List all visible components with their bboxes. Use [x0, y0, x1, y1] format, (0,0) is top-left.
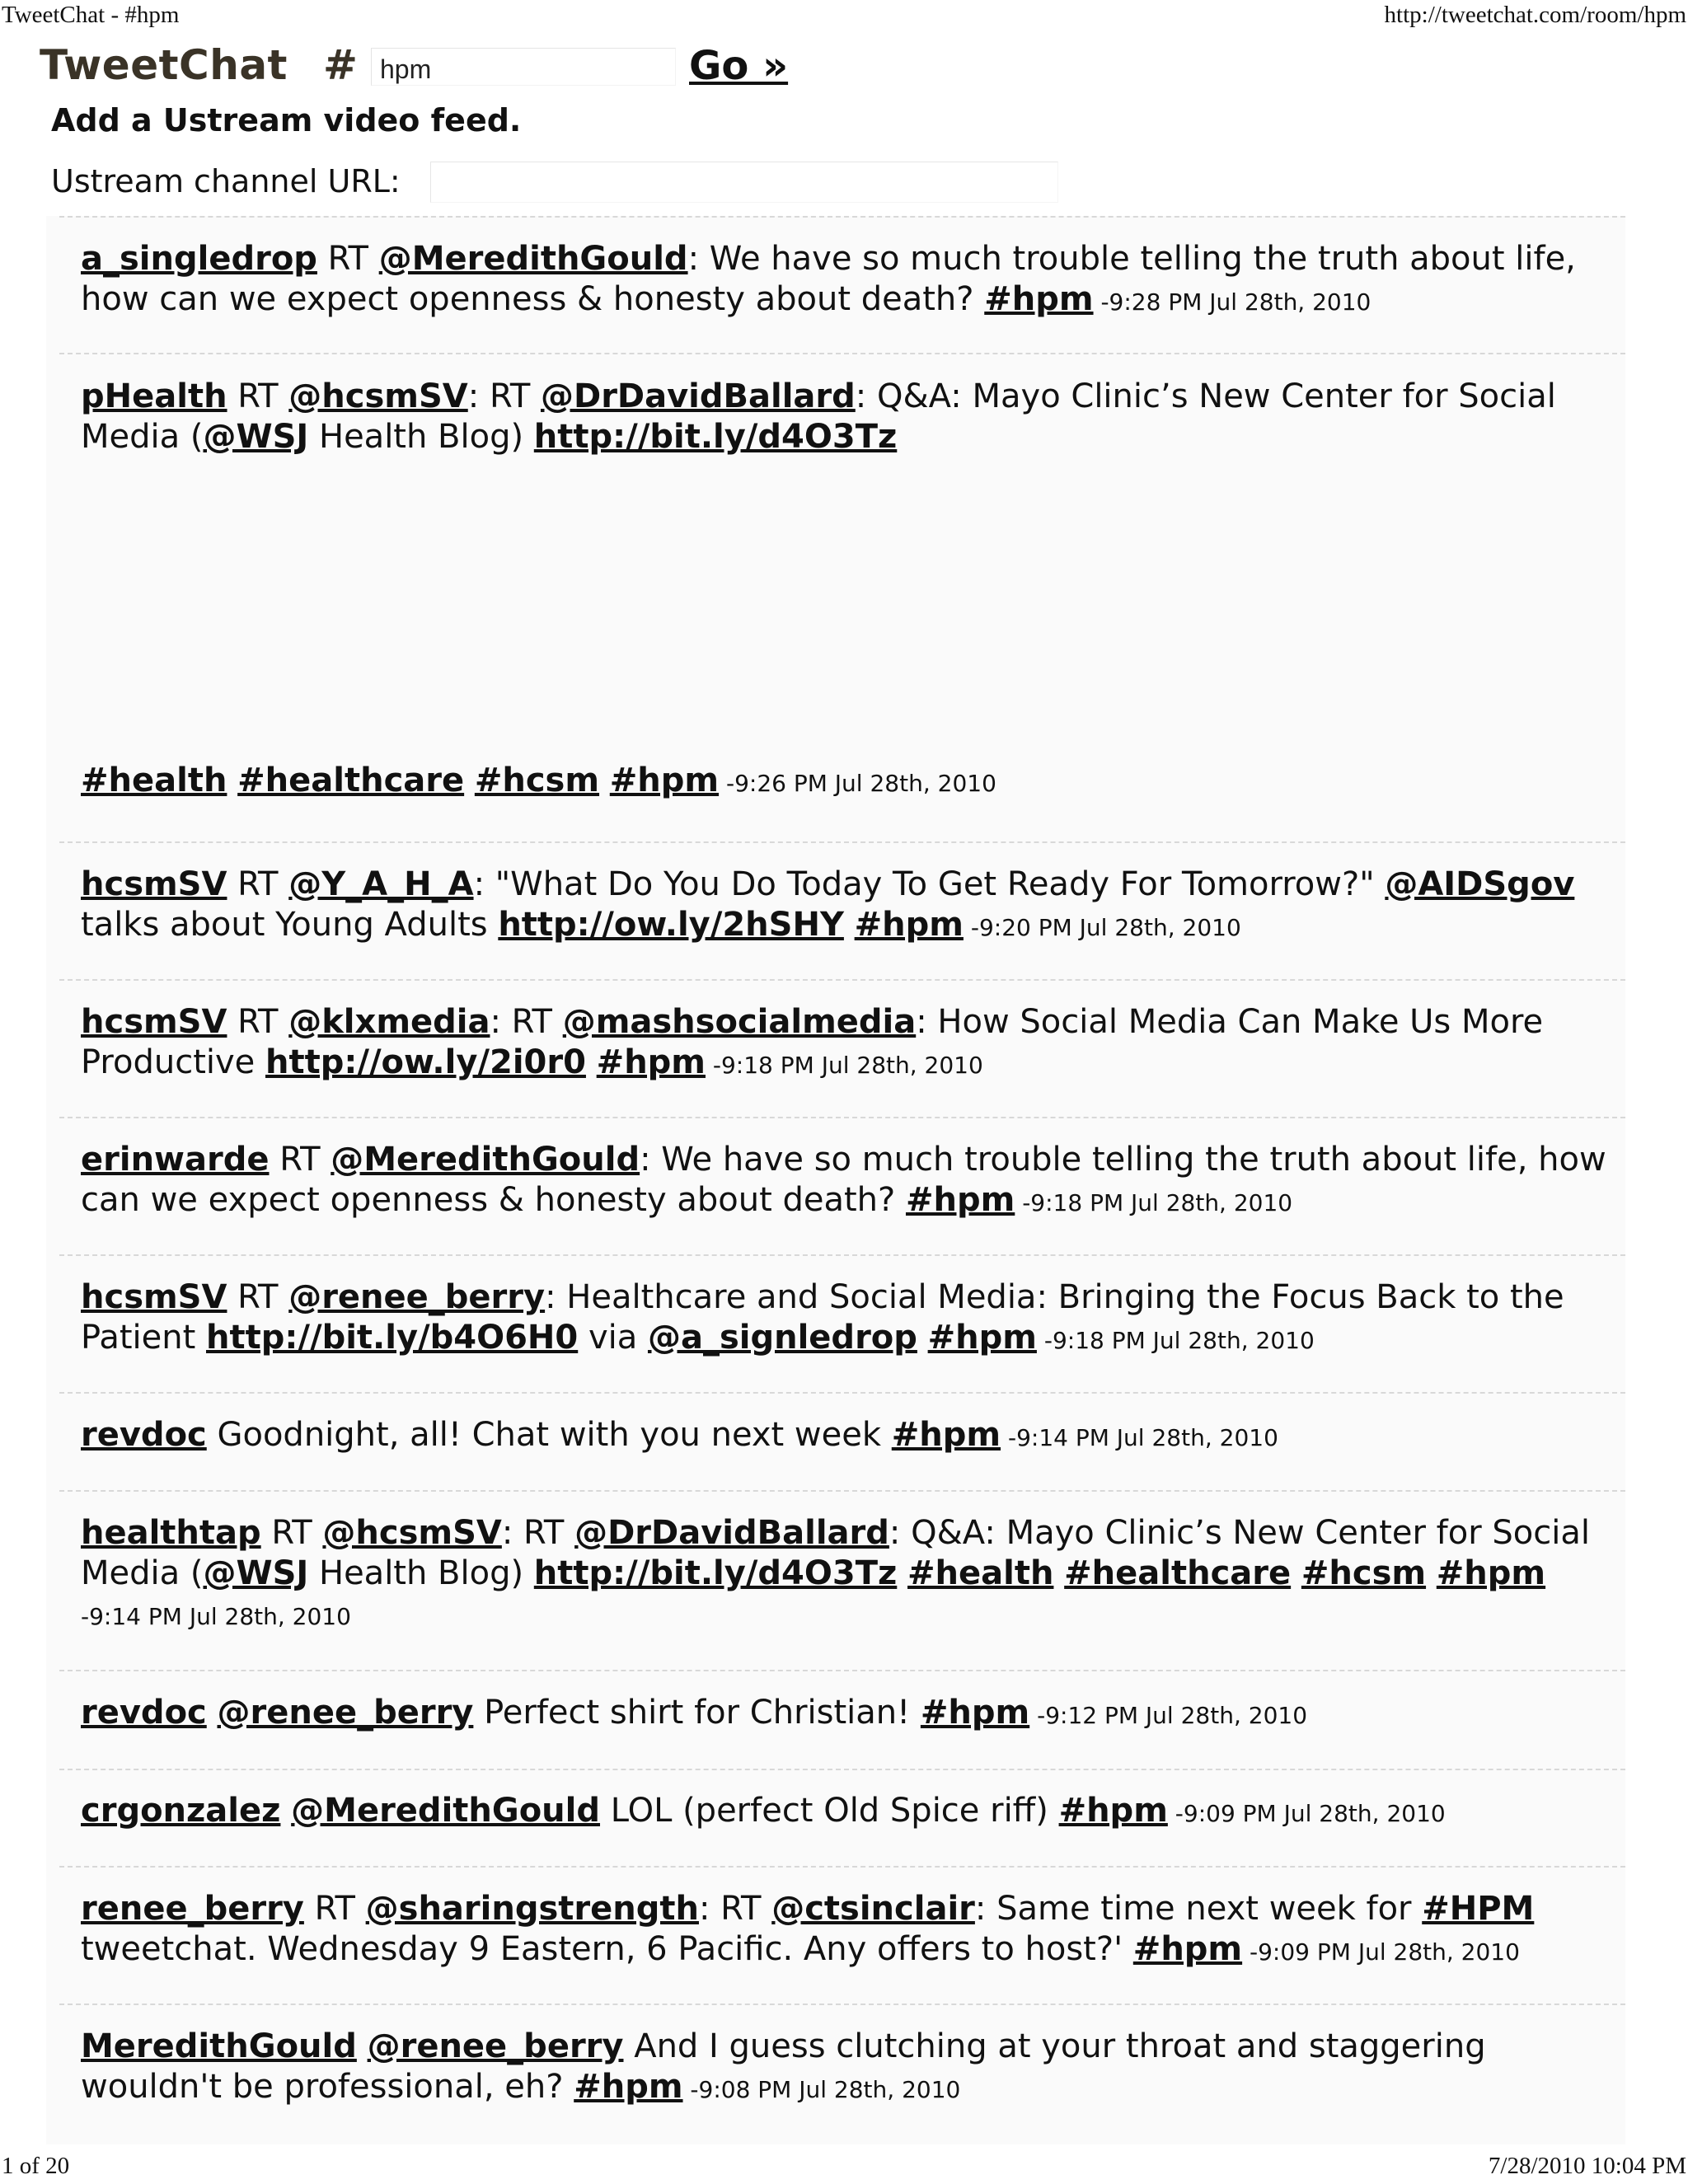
tweet-text: : Q&A: Mayo Clinic’s New Center for Social Media ( — [81, 377, 1556, 456]
tweet-timestamp: -9:18 PM Jul 28th, 2010 — [705, 1052, 983, 1079]
tweet-item — [81, 1693, 1614, 1736]
tweet-timestamp: -9:14 PM Jul 28th, 2010 — [81, 1603, 351, 1630]
brand-logo[interactable]: TweetChat — [40, 41, 288, 89]
tweet-timestamp: -9:18 PM Jul 28th, 2010 — [1015, 1189, 1293, 1216]
tweet-username-link[interactable]: erinwarde — [81, 1141, 270, 1179]
tweet-text — [917, 1319, 928, 1357]
tweet-text: talks about Young Adults — [81, 906, 499, 944]
hashtag-link[interactable]: #hpm — [609, 762, 720, 799]
print-page-number: 1 of 20 — [2, 2153, 70, 2179]
tweet-timestamp: -9:09 PM Jul 28th, 2010 — [1167, 1800, 1446, 1827]
mention-link[interactable]: @a_signledrop — [647, 1319, 917, 1357]
mention-link[interactable]: @sharingstrength — [365, 1890, 699, 1928]
hash-symbol: # — [323, 41, 358, 89]
tweet-text: Goodnight, all! Chat with you next week — [206, 1416, 892, 1454]
hashtag-link[interactable]: #hpm — [984, 280, 1094, 318]
print-timestamp: 7/28/2010 10:04 PM — [1488, 2153, 1686, 2179]
tweet-timestamp: -9:18 PM Jul 28th, 2010 — [1036, 1327, 1315, 1354]
hashtag-link[interactable]: #hpm — [574, 2068, 683, 2106]
tweet-text: : We have so much trouble telling the truth about life, how can we expect openness & honesty about death? — [81, 240, 1576, 318]
hashtag-link[interactable]: #hpm — [1058, 1792, 1168, 1830]
tweet-username-link[interactable]: revdoc — [81, 1694, 207, 1732]
divider — [59, 1490, 1625, 1492]
tweet-item — [81, 1002, 1614, 1085]
tweet-item — [81, 865, 1614, 948]
mention-link[interactable]: @Y_A_H_A — [288, 865, 474, 903]
url-link[interactable]: http://bit.ly/d4O3Tz — [533, 1554, 898, 1592]
tweet-text: tweetchat. Wednesday 9 Eastern, 6 Pacific. Any offers to host?' — [81, 1930, 1133, 1968]
mention-link[interactable]: @AIDSgov — [1385, 865, 1575, 903]
mention-link[interactable]: @MeredithGould — [331, 1141, 640, 1179]
room-input[interactable] — [371, 48, 676, 86]
tweet-timestamp: -9:09 PM Jul 28th, 2010 — [1242, 1938, 1520, 1966]
tweet-text: RT — [316, 240, 379, 278]
tweet-item — [81, 1791, 1614, 1834]
hashtag-link[interactable]: #healthcare — [1064, 1554, 1292, 1592]
tweet-username-link[interactable]: hcsmSV — [81, 865, 227, 903]
tweet-username-link[interactable]: healthtap — [81, 1514, 261, 1552]
print-page-url: http://tweetchat.com/room/hpm — [1384, 2, 1686, 28]
tweet-text — [599, 762, 610, 799]
tweet-timestamp: -9:12 PM Jul 28th, 2010 — [1029, 1702, 1308, 1729]
tweet-text: RT — [227, 1278, 289, 1316]
tweet-text — [357, 2027, 368, 2065]
tweet-item — [81, 1415, 1614, 1458]
tweet-text: LOL (perfect Old Spice riff) — [600, 1792, 1059, 1830]
tweet-item — [81, 1513, 1614, 1637]
tweet-text: : "What Do You Do Today To Get Ready For Tomorrow?" — [473, 865, 1386, 903]
tweet-text — [1291, 1554, 1301, 1592]
tweet-text: RT — [269, 1141, 331, 1179]
hashtag-link[interactable]: #hpm — [891, 1416, 1001, 1454]
tweet-text: : RT — [698, 1890, 772, 1928]
tweet-item — [81, 377, 1614, 457]
tweet-username-link[interactable]: hcsmSV — [81, 1003, 227, 1041]
tweet-item — [81, 239, 1614, 322]
tweet-text: And I guess clutching at your throat and staggering wouldn't be professional, eh? — [81, 2027, 1486, 2106]
hashtag-link[interactable]: #hcsm — [474, 762, 600, 799]
hashtag-link[interactable]: #hpm — [854, 906, 964, 944]
divider — [59, 1254, 1625, 1256]
tweet-username-link[interactable]: hcsmSV — [81, 1278, 227, 1316]
mention-link[interactable]: @MeredithGould — [291, 1792, 601, 1830]
tweet-timestamp: -9:20 PM Jul 28th, 2010 — [963, 914, 1241, 941]
tweet-text — [280, 1792, 291, 1830]
mention-link[interactable]: @DrDavidBallard — [574, 1514, 889, 1552]
tweet-item — [81, 2027, 1614, 2110]
tweet-text — [227, 762, 237, 799]
tweet-text: Health Blog) — [308, 1554, 534, 1592]
tweet-timestamp: -9:26 PM Jul 28th, 2010 — [719, 770, 996, 797]
tweet-text — [207, 1694, 218, 1732]
tweet-text — [586, 1043, 597, 1081]
tweet-continuation — [81, 761, 1614, 804]
hashtag-link[interactable]: #health — [907, 1554, 1054, 1592]
tweet-text — [1426, 1554, 1437, 1592]
divider — [59, 1769, 1625, 1770]
tweet-text: RT — [227, 865, 289, 903]
divider — [59, 979, 1625, 981]
mention-link[interactable]: @ctsinclair — [771, 1890, 975, 1928]
divider — [59, 1117, 1625, 1118]
tweet-item — [81, 1277, 1614, 1361]
mention-link[interactable]: @hcsmSV — [288, 377, 468, 415]
divider — [59, 353, 1625, 354]
mention-link[interactable]: @WSJ — [203, 418, 309, 456]
go-button[interactable]: Go » — [689, 43, 789, 89]
tweet-text: via — [578, 1319, 648, 1357]
tweet-text: : We have so much trouble telling the truth about life, how can we expect openness & honesty about death? — [81, 1141, 1606, 1219]
tweet-text — [1053, 1554, 1064, 1592]
tweet-text: : RT — [490, 1003, 563, 1041]
divider — [59, 841, 1625, 843]
mention-link[interactable]: @renee_berry — [288, 1278, 546, 1316]
tweet-text: Perfect shirt for Christian! — [473, 1694, 921, 1732]
mention-link[interactable]: @DrDavidBallard — [540, 377, 856, 415]
mention-link[interactable]: @renee_berry — [367, 2027, 624, 2065]
tweet-timestamp: -9:08 PM Jul 28th, 2010 — [682, 2076, 961, 2103]
tweet-item — [81, 1140, 1614, 1223]
url-link[interactable]: http://bit.ly/d4O3Tz — [533, 418, 898, 456]
tweet-timestamp: -9:28 PM Jul 28th, 2010 — [1093, 288, 1372, 316]
divider — [59, 2004, 1625, 2005]
divider — [59, 1392, 1625, 1394]
tweet-text: RT — [260, 1514, 323, 1552]
url-link[interactable]: http://bit.ly/b4O6H0 — [206, 1319, 579, 1357]
tweet-text: Health Blog) — [308, 418, 534, 456]
ustream-url-input[interactable] — [430, 162, 1058, 203]
url-link[interactable]: http://ow.ly/2hSHY — [498, 906, 844, 944]
tweet-text: : Same time next week for — [974, 1890, 1423, 1928]
hashtag-link[interactable]: #hpm — [905, 1181, 1015, 1219]
mention-link[interactable]: @mashsocialmedia — [562, 1003, 917, 1041]
hashtag-link[interactable]: #healthcare — [237, 762, 465, 799]
hashtag-link[interactable]: #hpm — [1436, 1554, 1546, 1592]
hashtag-link[interactable]: #hcsm — [1301, 1554, 1427, 1592]
mention-link[interactable]: @renee_berry — [217, 1694, 474, 1732]
tweet-username-link[interactable]: revdoc — [81, 1416, 207, 1454]
hashtag-link[interactable]: #health — [81, 762, 227, 799]
tweet-username-link[interactable]: MeredithGould — [81, 2027, 357, 2065]
tweet-text: : Q&A: Mayo Clinic’s New Center for Social Media ( — [81, 1514, 1590, 1592]
tweet-username-link[interactable]: pHealth — [81, 377, 227, 415]
mention-link[interactable]: @hcsmSV — [322, 1514, 502, 1552]
tweet-timestamp: -9:14 PM Jul 28th, 2010 — [1001, 1424, 1278, 1451]
tweet-text — [464, 762, 475, 799]
ustream-url-label: Ustream channel URL: — [51, 163, 401, 199]
hashtag-link[interactable]: #HPM — [1422, 1890, 1535, 1928]
tweet-text: RT — [227, 1003, 289, 1041]
tweet-text: : RT — [501, 1514, 575, 1552]
tweet-username-link[interactable]: renee_berry — [81, 1890, 304, 1928]
mention-link[interactable]: @klxmedia — [288, 1003, 490, 1041]
print-page-title: TweetChat - #hpm — [2, 2, 180, 28]
hashtag-link[interactable]: #hpm — [1132, 1930, 1243, 1968]
tweet-item — [81, 1889, 1614, 1972]
divider — [59, 216, 1625, 218]
ustream-heading: Add a Ustream video feed. — [51, 102, 522, 138]
tweet-text: RT — [227, 377, 289, 415]
divider — [59, 1670, 1625, 1671]
hashtag-link[interactable]: #hpm — [596, 1043, 706, 1081]
mention-link[interactable]: @WSJ — [203, 1554, 309, 1592]
tweet-text — [897, 1554, 907, 1592]
url-link[interactable]: http://ow.ly/2i0r0 — [265, 1043, 586, 1081]
tweet-text — [844, 906, 855, 944]
tweet-username-link[interactable]: crgonzalez — [81, 1792, 281, 1830]
print-footer — [0, 2151, 1688, 2184]
tweet-text: RT — [303, 1890, 366, 1928]
tweet-text: : Healthcare and Social Media: Bringing the Focus Back to the Patient — [81, 1278, 1564, 1357]
mention-link[interactable]: @MeredithGould — [378, 240, 688, 278]
tweet-username-link[interactable]: a_singledrop — [81, 240, 317, 278]
tweet-text: : How Social Media Can Make Us More Productive — [81, 1003, 1544, 1081]
hashtag-link[interactable]: #hpm — [920, 1694, 1030, 1732]
tweet-text: : RT — [467, 377, 541, 415]
print-header — [0, 0, 1688, 33]
hashtag-link[interactable]: #hpm — [927, 1319, 1037, 1357]
divider — [59, 1866, 1625, 1868]
